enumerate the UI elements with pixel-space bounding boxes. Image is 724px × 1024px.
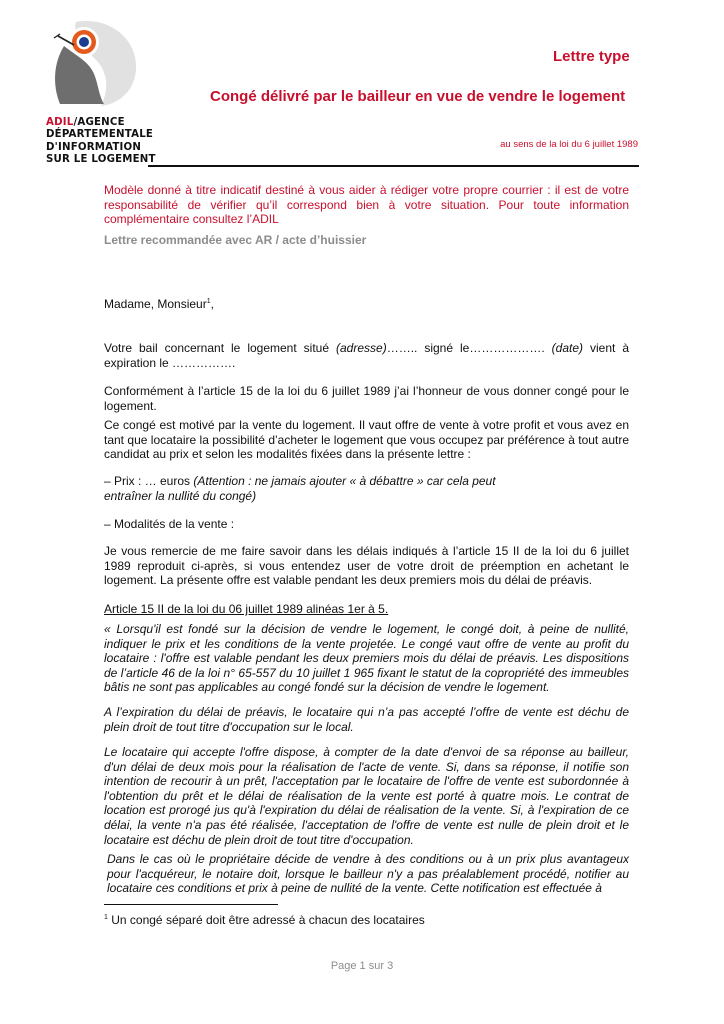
quote-paragraph-3: Le locataire qui accepte l'offre dispose, à compter de la date d'envoi de sa réponse au bailleur, d'un délai de deux mois pour la réalisation de l'acte de vente. Si, dans sa réponse, il notifie son intention de recourir à un prêt, l'acceptation par le locataire de l'offre de vente est subordonnée à l'obtention du prêt et le délai de réalisation de la vente est porté à quatre mois. Le contrat de location est prorogé jus qu'à l'expiration du délai de réalisation de la vente. Si, à l'expiration de ce délai, la vente n'a pas été réalisée, l'acceptation de l'offre de vente est nulle de plein droit et le locataire est déchu de plein droit de tout titre d'occupation.	[104, 745, 629, 847]
salutation	[104, 297, 629, 312]
salutation-text: Madame, Monsieur	[104, 297, 207, 311]
org-line-2: DÉPARTEMENTALE	[46, 129, 154, 141]
paragraph-motif: Ce congé est motivé par la vente du logement. Il vaut offre de vente à votre profit et vous avez en tant que locataire la possibilité d’acheter le logement que vous occupez par préférence à tout autre candidat au prix et selon les modalités fixées dans la présente lettre :	[104, 418, 629, 462]
footnote-divider	[104, 904, 278, 905]
header-divider	[148, 165, 639, 167]
page-number: Page 1 sur 3	[330, 960, 394, 972]
quote-paragraph-2: A l’expiration du délai de préavis, le locataire qui n’a pas accepté l’offre de vente est déchu de plein droit de tout titre d'occupation sur le local.	[104, 705, 629, 734]
footnote-ref: 1	[206, 298, 211, 305]
paragraph-conge: Conformément à l’article 15 de la loi du 6 juillet 1989 j’ai l’honneur de vous donner congé pour le logement.	[104, 384, 629, 413]
document-title: Congé délivré par le bailleur en vue de vendre le logement	[210, 88, 626, 105]
document-type: Lettre type	[553, 48, 630, 65]
org-line-4: SUR LE LOGEMENT	[46, 154, 156, 166]
org-acronym: ADIL	[46, 117, 74, 128]
quote-paragraph-4: Dans le cas où le propriétaire décide de vendre à des conditions ou à un prix plus avantageux pour l'acquéreur, le notaire doit, lorsque le bailleur n'y a pas préalablement procédé, notifier au locataire ces conditions et prix à peine de nullité de la vente. Cette notification est effectuée à	[107, 852, 629, 896]
organisation-name	[46, 117, 156, 167]
adil-logo	[46, 18, 141, 110]
p1-date: (date)	[551, 341, 584, 355]
org-line-3: D'INFORMATION	[46, 141, 142, 153]
prix-warning: (Attention : ne jamais ajouter « à débattre » car cela peut entraîner la nullité du congé)	[104, 474, 496, 503]
modalites-item: – Modalités de la vente :	[104, 517, 235, 531]
prix-label: – Prix : … euros	[104, 474, 194, 488]
p1-text-a: Votre bail concernant le logement situé	[104, 341, 336, 355]
footnote	[104, 913, 425, 927]
p1-text-b: …….. signé le……………….	[386, 341, 552, 355]
footnote-number: 1	[104, 914, 108, 921]
org-agence: /AGENCE	[73, 117, 125, 128]
prix-item	[104, 474, 544, 503]
p1-adresse: (adresse)	[336, 341, 387, 355]
disclaimer-text: Modèle donné à titre indicatif destiné à vous aider à rédiger votre propre courrier : il est de votre responsabilité de vérifier qu’il correspond bien à votre situation. Pour toute information complémentaire consultez l’ADIL	[104, 183, 629, 227]
paragraph-bail	[104, 341, 629, 370]
p1-text-c: vient à expiration le …………….	[104, 341, 629, 370]
paragraph-preemption: Je vous remercie de me faire savoir dans les délais indiqués à l’article 15 II de la loi du 6 juillet 1989 reproduit ci-après, si vous entendez user de votre droit de préemption en achetant le logement. La présente offre est valable pendant les deux premiers mois du délai de préavis.	[104, 544, 629, 588]
document-subtitle: au sens de la loi du 6 juillet 1989	[500, 139, 638, 150]
footnote-text: Un congé séparé doit être adressé à chacun des locataires	[107, 913, 425, 927]
delivery-method: Lettre recommandée avec AR / acte d’huissier	[104, 233, 367, 247]
quote-paragraph-1: « Lorsqu'il est fondé sur la décision de vendre le logement, le congé doit, à peine de nullité, indiquer le prix et les conditions de la vente projetée. Le congé vaut offre de vente au profit du locataire : l'offre est valable pendant les deux premiers mois du délai de préavis. Les dispositions de l’article 46 de la loi n° 65-557 du 10 juillet 1 965 fixant le statut de la copropriété des immeubles bâtis ne sont pas applicables au congé fondé sur la décision de vendre le logement.	[104, 622, 629, 695]
article-title: Article 15 II de la loi du 06 juillet 1989 alinéas 1er à 5.	[104, 602, 389, 616]
salutation-end: ,	[210, 297, 214, 311]
